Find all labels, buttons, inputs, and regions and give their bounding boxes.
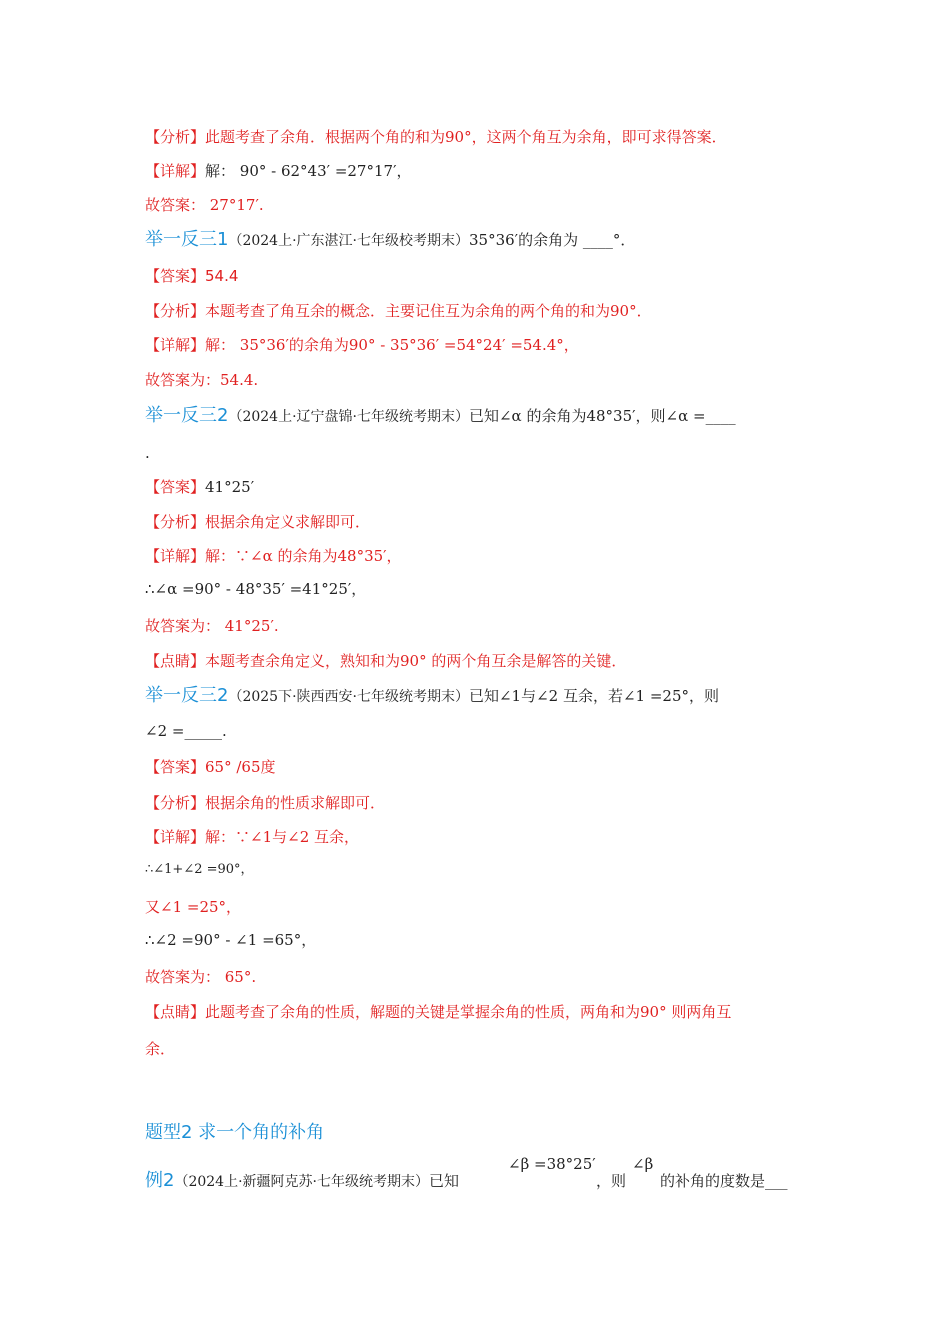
comment-line — [145, 1001, 731, 1023]
text: 的补角的度数是___ — [660, 1172, 788, 1190]
label: 【详解】 — [145, 336, 206, 354]
label: 【分析】 — [145, 128, 206, 146]
answer-line — [145, 265, 238, 287]
example-2-text-c — [660, 1170, 788, 1192]
comment-continuation — [145, 1038, 175, 1060]
answer-line — [145, 369, 258, 391]
text: 此题考查了余角．根据两个角的和为90°，这两个角互为余角，即可求得答案． — [205, 128, 727, 146]
analysis-line — [145, 511, 370, 533]
label: 【点睛】 — [145, 1003, 206, 1021]
example-2-math-b — [632, 1155, 653, 1173]
question-text: 35°36′的余角为 ____°． — [468, 231, 636, 249]
label: 【答案】 — [145, 758, 206, 776]
text: ，则 — [596, 1172, 627, 1190]
label: 【点睛】 — [145, 652, 206, 670]
answer-line — [145, 966, 256, 988]
example-title: 例2 — [145, 1170, 175, 1191]
section-heading — [145, 1122, 324, 1144]
practice-3-question — [145, 685, 719, 708]
text: 解：∵∠α 的余角为48°35′， — [205, 547, 402, 565]
text: ∠2 =_____. — [145, 722, 227, 740]
text: 故答案为： 65°. — [145, 968, 257, 986]
label: 【答案】 — [145, 267, 206, 285]
solution-step — [145, 896, 241, 918]
label: 【详解】 — [145, 828, 206, 846]
text: 本题考查余角定义，熟知和为90° 的两个角互余是解答的关键． — [205, 652, 627, 670]
detail-line — [145, 826, 359, 848]
practice-title: 举一反三2 — [145, 685, 229, 706]
math: ∠β =38°25′ — [508, 1155, 596, 1173]
question-continuation — [145, 720, 227, 742]
question-text: 已知∠α 的余角为48°35′，则∠α =____ — [468, 407, 736, 425]
text: 54.4 — [205, 267, 239, 285]
text: 65° /65度 — [205, 758, 276, 776]
text: ∴∠α =90° - 48°35′ =41°25′， — [145, 580, 367, 598]
math: ∠β — [632, 1155, 654, 1173]
section-title: 题型2 求一个角的补角 — [145, 1122, 325, 1143]
text: 解：∵∠1与∠2 互余， — [205, 828, 360, 846]
example-2-question — [145, 1170, 459, 1193]
text: 此题考查了余角的性质，解题的关键是掌握余角的性质，两角和为90° 则两角互 — [205, 1003, 732, 1021]
text: 故答案为： 41°25′. — [145, 617, 279, 635]
text: 解： 90° - 62°43′ =27°17′， — [205, 162, 412, 180]
analysis-line — [145, 300, 652, 322]
text: 又∠1 =25°， — [145, 898, 242, 916]
label: 【详解】 — [145, 162, 206, 180]
solution-step — [145, 859, 254, 881]
detail-line — [145, 545, 402, 567]
label: 【分析】 — [145, 794, 206, 812]
source: （2024上·广东湛江·七年级校考期末） — [228, 233, 469, 249]
solution-step — [145, 929, 316, 951]
question-text: 已知∠1与∠2 互余，若∠1 =25°，则 — [468, 687, 720, 705]
detail-line — [145, 334, 579, 356]
solution-step — [145, 578, 366, 600]
text: 根据余角的性质求解即可． — [205, 794, 386, 812]
practice-title: 举一反三1 — [145, 229, 229, 250]
label: 【分析】 — [145, 513, 206, 531]
example-2-math-a — [508, 1155, 596, 1173]
source: （2024上·辽宁盘锦·七年级统考期末） — [228, 409, 469, 425]
question-continuation — [145, 442, 150, 464]
source: （2025下·陕西西安·七年级统考期末） — [228, 689, 469, 705]
answer-line — [145, 476, 254, 498]
text: ∴∠1+∠2 =90°， — [145, 862, 254, 877]
source: （2024上·新疆阿克苏·七年级统考期末） — [174, 1174, 429, 1190]
answer-line — [145, 615, 279, 637]
text: 故答案： 27°17′. — [145, 196, 264, 214]
answer-line — [145, 194, 264, 216]
analysis-line — [145, 792, 385, 814]
detail-line — [145, 160, 411, 182]
label: 【分析】 — [145, 302, 206, 320]
text: 已知 — [428, 1172, 459, 1190]
text: . — [145, 444, 150, 462]
label: 【答案】 — [145, 478, 206, 496]
text: 余． — [145, 1040, 176, 1058]
analysis-line — [145, 126, 727, 148]
practice-2-question — [145, 405, 736, 428]
text: 根据余角定义求解即可． — [205, 513, 371, 531]
label: 【详解】 — [145, 547, 206, 565]
text: ∴∠2 =90° - ∠1 =65°， — [145, 931, 317, 949]
text: 解： 35°36′的余角为90° - 35°36′ =54°24′ =54.4°， — [205, 336, 579, 354]
practice-1-question — [145, 229, 635, 252]
text: 故答案为：54.4. — [145, 371, 259, 389]
text: 41°25′ — [205, 478, 255, 496]
answer-line — [145, 756, 276, 778]
practice-title: 举一反三2 — [145, 405, 229, 426]
text: 本题考查了角互余的概念．主要记住互为余角的两个角的和为90°． — [205, 302, 652, 320]
example-2-text-b — [596, 1170, 626, 1192]
comment-line — [145, 650, 626, 672]
